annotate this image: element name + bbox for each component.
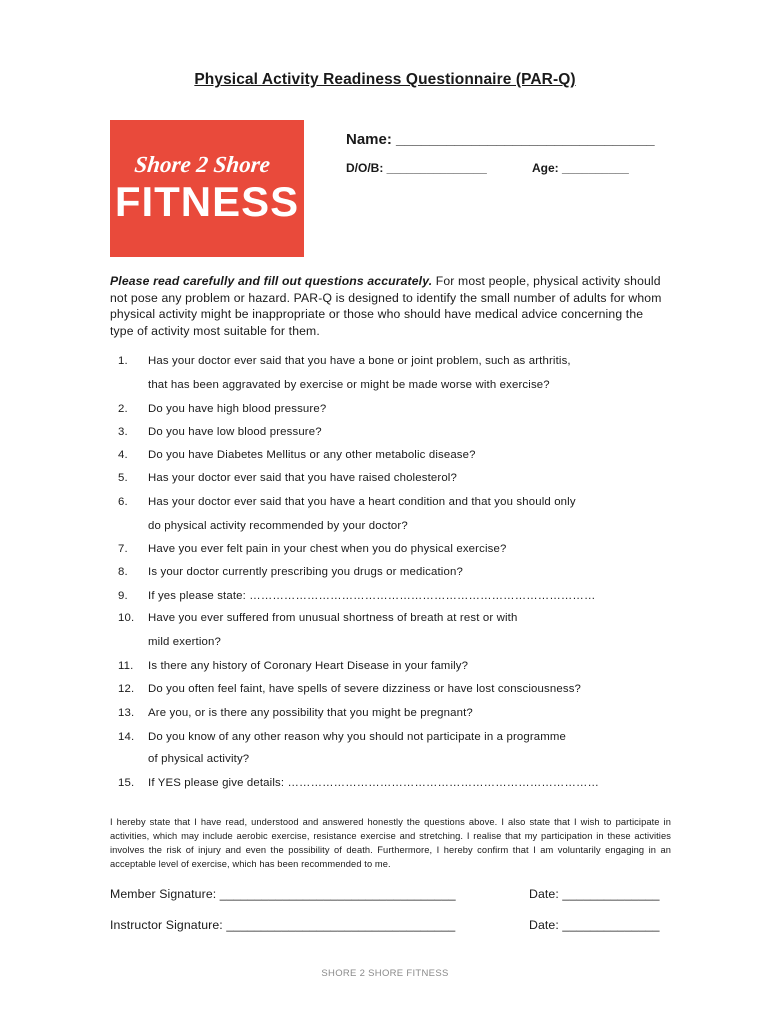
member-date-field[interactable]: Date: ______________ [529, 887, 660, 901]
question-number: 2. [118, 403, 128, 415]
logo-fitness-text: FITNESS [114, 178, 300, 225]
question-text: Is there any history of Coronary Heart Disease in your family? [148, 660, 469, 672]
question-text: If yes please state: ……………………………………………………………………………… [148, 590, 596, 602]
question-text: Do you know of any other reason why you should not participate in a programme [148, 731, 567, 743]
instructor-date-field[interactable]: Date: ______________ [529, 918, 660, 932]
document-title: Physical Activity Readiness Questionnaire (PAR-Q) [194, 71, 576, 88]
intro-paragraph [110, 273, 670, 339]
question-text: Do you have Diabetes Mellitus or any other metabolic disease? [148, 449, 476, 461]
question-number: 14. [118, 731, 135, 743]
question-text: Have you ever suffered from unusual shortness of breath at rest or with [148, 612, 518, 624]
member-signature-field[interactable]: Member Signature: __________________________________ [110, 887, 456, 901]
question-number: 10. [118, 612, 135, 624]
question-text: Do you have low blood pressure? [148, 426, 322, 438]
question-number: 6. [118, 496, 128, 508]
shore-2-shore-fitness-logo [110, 120, 304, 257]
intro-text: For most people, physical activity should not pose any problem or hazard. PAR-Q is designed to identify the small number of adults for whom physical activity might be inappropriate or those who should have medical advice concerning the type of activity most suitable for them. [110, 274, 662, 338]
question-text: Do you often feel faint, have spells of severe dizziness or have lost consciousness? [148, 683, 582, 695]
question-number: 1. [118, 355, 128, 367]
declaration-statement: I hereby state that I have read, understood and answered honestly the questions above. I also state that I wish to participate in activities, which may include aerobic exercise, resistance exercise and stretching. I realise that my participation in these activities involves the risk of injury and even the possibility of death. Furthermore, I hereby confirm that I am voluntarily engaging in an acceptable level of exercise, which has been recommended to me. [110, 817, 671, 869]
question-text: If YES please give details: ……………………………………………………………………… [148, 777, 600, 789]
question-number: 3. [118, 426, 128, 438]
question-number: 4. [118, 449, 128, 461]
instructor-signature-field[interactable]: Instructor Signature: _________________________________ [110, 918, 456, 932]
question-number: 9. [118, 590, 128, 602]
question-text: that has been aggravated by exercise or might be made worse with exercise? [148, 379, 550, 391]
intro-bold-text: Please read carefully and fill out questions accurately. [110, 274, 433, 288]
page-footer: SHORE 2 SHORE FITNESS [321, 968, 449, 979]
question-text: do physical activity recommended by your doctor? [148, 520, 408, 532]
question-number: 8. [118, 566, 128, 578]
question-text: Do you have high blood pressure? [148, 403, 327, 415]
question-number: 12. [118, 683, 135, 695]
question-text: of physical activity? [148, 753, 250, 765]
question-text: Have you ever felt pain in your chest when you do physical exercise? [148, 543, 507, 555]
question-number: 7. [118, 543, 128, 555]
question-text: Is your doctor currently prescribing you drugs or medication? [148, 566, 463, 578]
question-text: Has your doctor ever said that you have raised cholesterol? [148, 472, 457, 484]
question-number: 13. [118, 707, 135, 719]
question-number: 11. [118, 660, 134, 672]
question-number: 5. [118, 472, 128, 484]
dob-field[interactable]: D/O/B: _______________ [346, 161, 487, 175]
question-text: Are you, or is there any possibility that you might be pregnant? [148, 707, 473, 719]
question-number: 15. [118, 777, 135, 789]
question-text: Has your doctor ever said that you have a heart condition and that you should only [148, 496, 576, 508]
logo-script-text: Shore 2 Shore [133, 151, 272, 177]
question-text: mild exertion? [148, 636, 222, 648]
name-field[interactable]: Name: _______________________________ [346, 131, 655, 148]
question-text: Has your doctor ever said that you have a bone or joint problem, such as arthritis, [148, 355, 571, 367]
age-field[interactable]: Age: __________ [532, 161, 629, 175]
